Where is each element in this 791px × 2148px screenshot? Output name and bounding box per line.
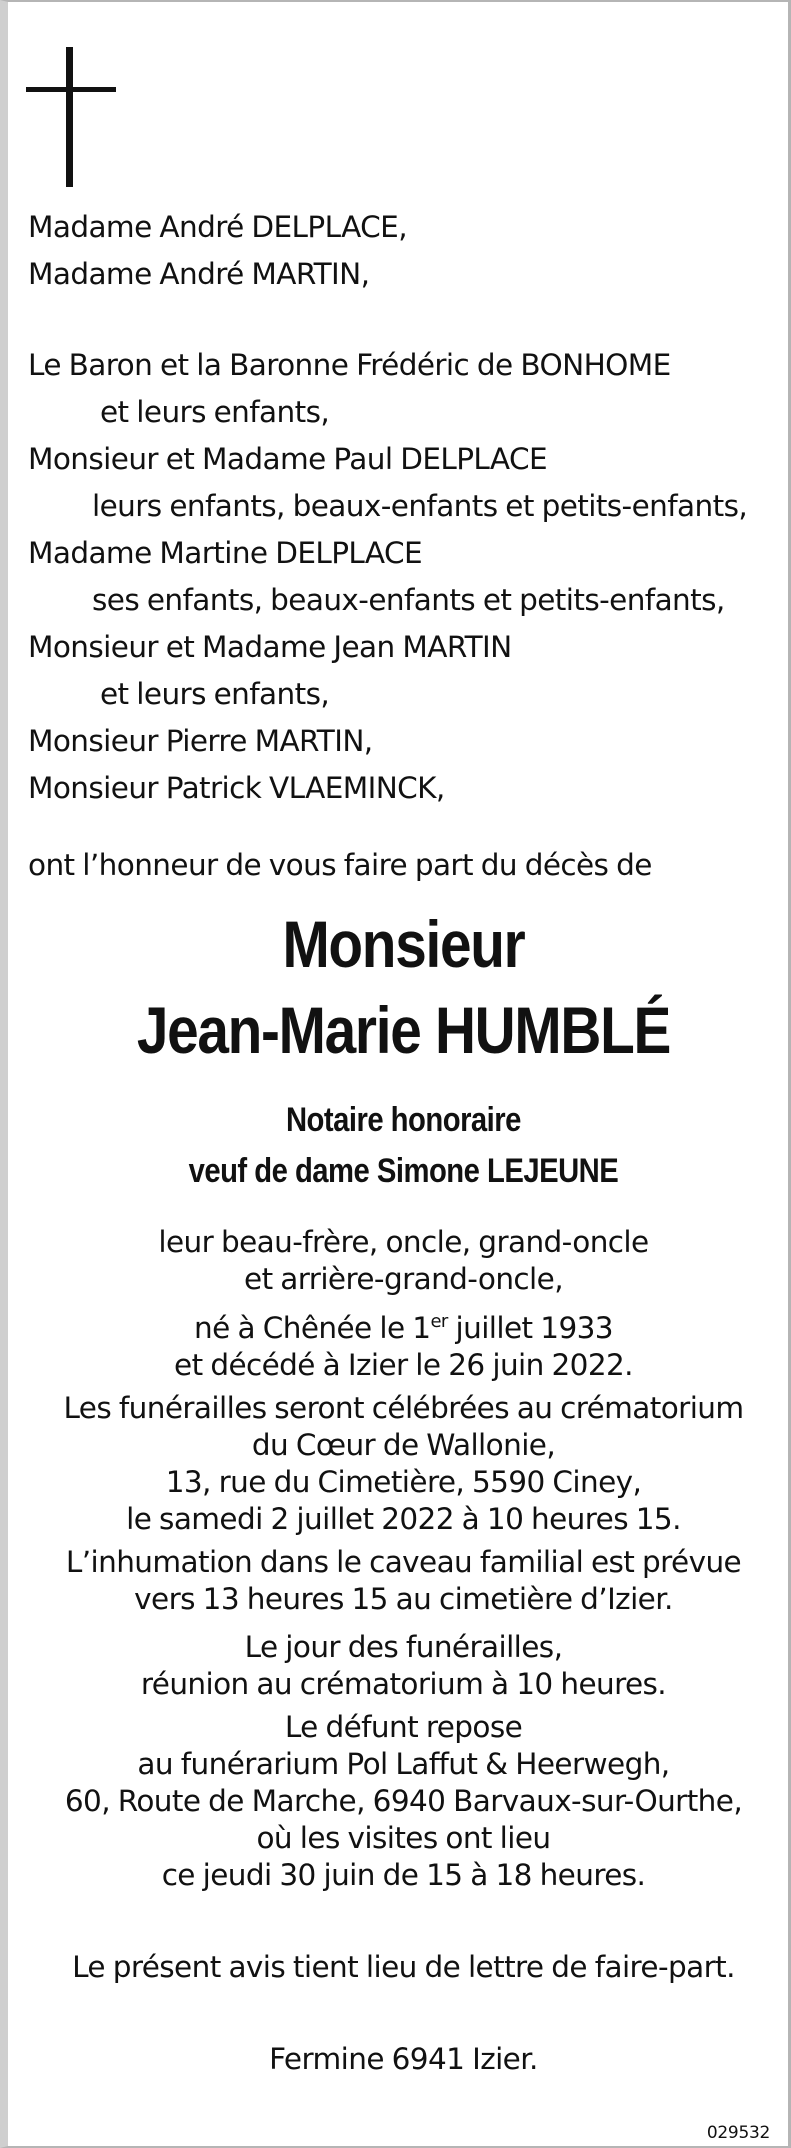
deceased-profession: Notaire honoraire xyxy=(285,1101,521,1139)
family-line: Madame André DELPLACE, xyxy=(28,210,407,244)
birth-line: né à Chênée le 1er juillet 1933 xyxy=(194,1311,613,1345)
address-line: Fermine 6941 Izier. xyxy=(269,2042,538,2076)
cross-icon xyxy=(26,47,116,187)
deceased-name: Jean-Marie HUMBLÉ xyxy=(136,993,671,1067)
meeting-line: Le jour des funérailles, xyxy=(244,1630,563,1664)
family-line: Monsieur et Madame Paul DELPLACE xyxy=(28,442,548,476)
family-line: Madame André MARTIN, xyxy=(28,257,370,291)
rest-line: 60, Route de Marche, 6940 Barvaux-sur-Ourthe, xyxy=(64,1784,743,1818)
deceased-widower: veuf de dame Simone LEJEUNE xyxy=(188,1152,619,1190)
family-line: et leurs enfants, xyxy=(100,395,330,429)
funeral-line: Les funérailles seront célébrées au crématorium xyxy=(63,1391,744,1425)
intro-line: ont l’honneur de vous faire part du décès de xyxy=(28,848,652,882)
notice-line: Le présent avis tient lieu de lettre de faire-part. xyxy=(72,1950,735,1984)
family-line: Monsieur et Madame Jean MARTIN xyxy=(28,630,512,664)
family-line: Le Baron et la Baronne Frédéric de BONHOME xyxy=(28,348,671,382)
funeral-line: du Cœur de Wallonie, xyxy=(251,1428,556,1462)
family-line: Madame Martine DELPLACE xyxy=(28,536,423,570)
burial-line: vers 13 heures 15 au cimetière d’Izier. xyxy=(134,1582,673,1616)
rest-line: ce jeudi 30 juin de 15 à 18 heures. xyxy=(161,1858,646,1892)
family-line: ses enfants, beaux-enfants et petits-enfants, xyxy=(92,583,725,617)
meeting-line: réunion au crématorium à 10 heures. xyxy=(140,1667,667,1701)
relation-line: leur beau-frère, oncle, grand-oncle xyxy=(158,1225,649,1259)
birth-ordinal: er xyxy=(430,1311,448,1332)
deceased-title: Monsieur xyxy=(282,907,525,981)
burial-line: L’inhumation dans le caveau familial est prévue xyxy=(65,1545,742,1579)
relation-line: et arrière-grand-oncle, xyxy=(244,1262,563,1296)
funeral-line: 13, rue du Cimetière, 5590 Ciney, xyxy=(165,1465,642,1499)
family-line: leurs enfants, beaux-enfants et petits-enfants, xyxy=(92,489,748,523)
rest-line: Le défunt repose xyxy=(284,1710,523,1744)
funeral-line: le samedi 2 juillet 2022 à 10 heures 15. xyxy=(126,1502,681,1536)
rest-line: au funérarium Pol Laffut & Heerwegh, xyxy=(137,1747,670,1781)
reference-number: 029532 xyxy=(706,2123,770,2143)
death-line: et décédé à Izier le 26 juin 2022. xyxy=(174,1348,633,1382)
rest-line: où les visites ont lieu xyxy=(256,1821,551,1855)
family-line: et leurs enfants, xyxy=(100,677,330,711)
family-line: Monsieur Pierre MARTIN, xyxy=(28,724,373,758)
family-line: Monsieur Patrick VLAEMINCK, xyxy=(28,771,445,805)
